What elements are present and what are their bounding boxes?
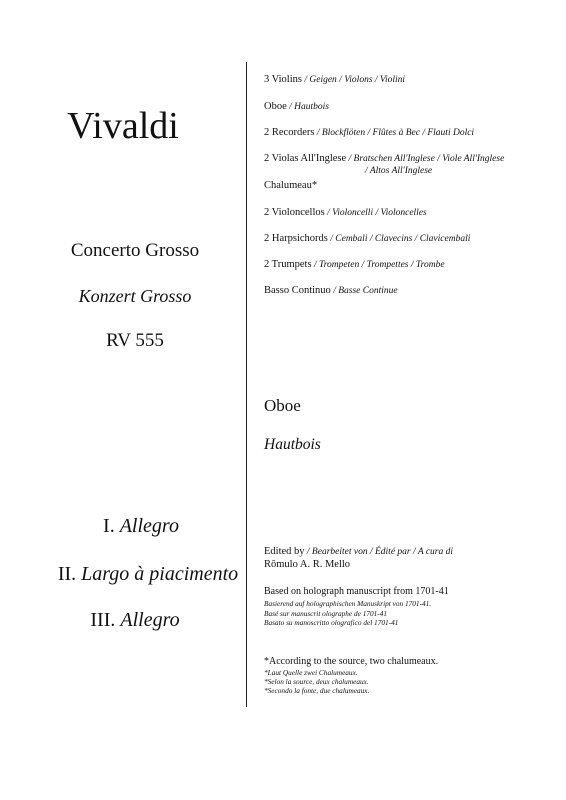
instrument-violoncellos: 2 Violoncellos / Violoncelli / Violoncelles	[264, 207, 427, 218]
footnote-italian: *Secondo la fonte, due chalumeaux.	[264, 686, 370, 695]
source-note-italian: Basato su manoscritto olografico del 1701-41	[264, 618, 399, 627]
movement-title: Largo à piacimento	[81, 563, 239, 585]
movement-1	[0, 515, 282, 538]
footnote-english: *According to the source, two chalumeaux.	[264, 656, 439, 667]
part-name-french: Hautbois	[264, 436, 321, 453]
instrument-violas: 2 Violas All'Inglese / Bratschen All'Inglese / Viole All'Inglese	[264, 153, 505, 164]
movement-title: Allegro	[120, 609, 180, 631]
movement-number: I.	[103, 515, 120, 537]
part-name: Oboe	[264, 396, 301, 415]
title-column	[0, 0, 246, 800]
genre-title: Concerto Grosso	[70, 240, 200, 261]
editor-name: Rômulo A. R. Mello	[264, 559, 351, 570]
footnote-french: *Selon la source, deux chalumeaux.	[264, 677, 369, 686]
instrument-chalumeau: Chalumeau*	[264, 180, 318, 191]
composer-name: Vivaldi	[67, 105, 179, 147]
catalog-number: RV 555	[106, 330, 164, 351]
instrument-violins: 3 Violins / Geigen / Violons / Violini	[264, 74, 406, 85]
instrument-recorders: 2 Recorders / Blockflöten / Flûtes à Bec / Flauti Dolci	[264, 127, 475, 138]
source-note-german: Basierend auf holographischen Manuskript von 1701-41.	[264, 599, 432, 608]
source-note-french: Basé sur manuscrit olographe de 1701-41	[264, 609, 388, 618]
edited-by-line: Edited by / Bearbeitet von / Édité par / A cura di	[264, 546, 454, 557]
genre-subtitle: Konzert Grosso	[78, 286, 192, 306]
movement-number: III.	[90, 609, 121, 631]
instrument-trumpets: 2 Trumpets / Trompeten / Trompettes / Trombe	[264, 259, 445, 270]
instrument-harpsichords: 2 Harpsichords / Cembali / Clavecins / Clavicembali	[264, 233, 471, 244]
movement-number: II.	[57, 563, 82, 585]
movement-2	[0, 563, 296, 586]
source-note: Based on holograph manuscript from 1701-41	[264, 586, 449, 597]
instrument-violas-continued: / Altos All'Inglese	[365, 166, 433, 176]
instrument-oboe: Oboe / Hautbois	[264, 101, 329, 112]
footnote-german: *Laut Quelle zwei Chalumeaux.	[264, 668, 358, 677]
movement-title: Allegro	[119, 515, 179, 537]
instrument-basso-continuo: Basso Continuo / Basse Continue	[264, 285, 398, 296]
movement-3	[0, 609, 270, 632]
column-divider	[246, 62, 247, 707]
